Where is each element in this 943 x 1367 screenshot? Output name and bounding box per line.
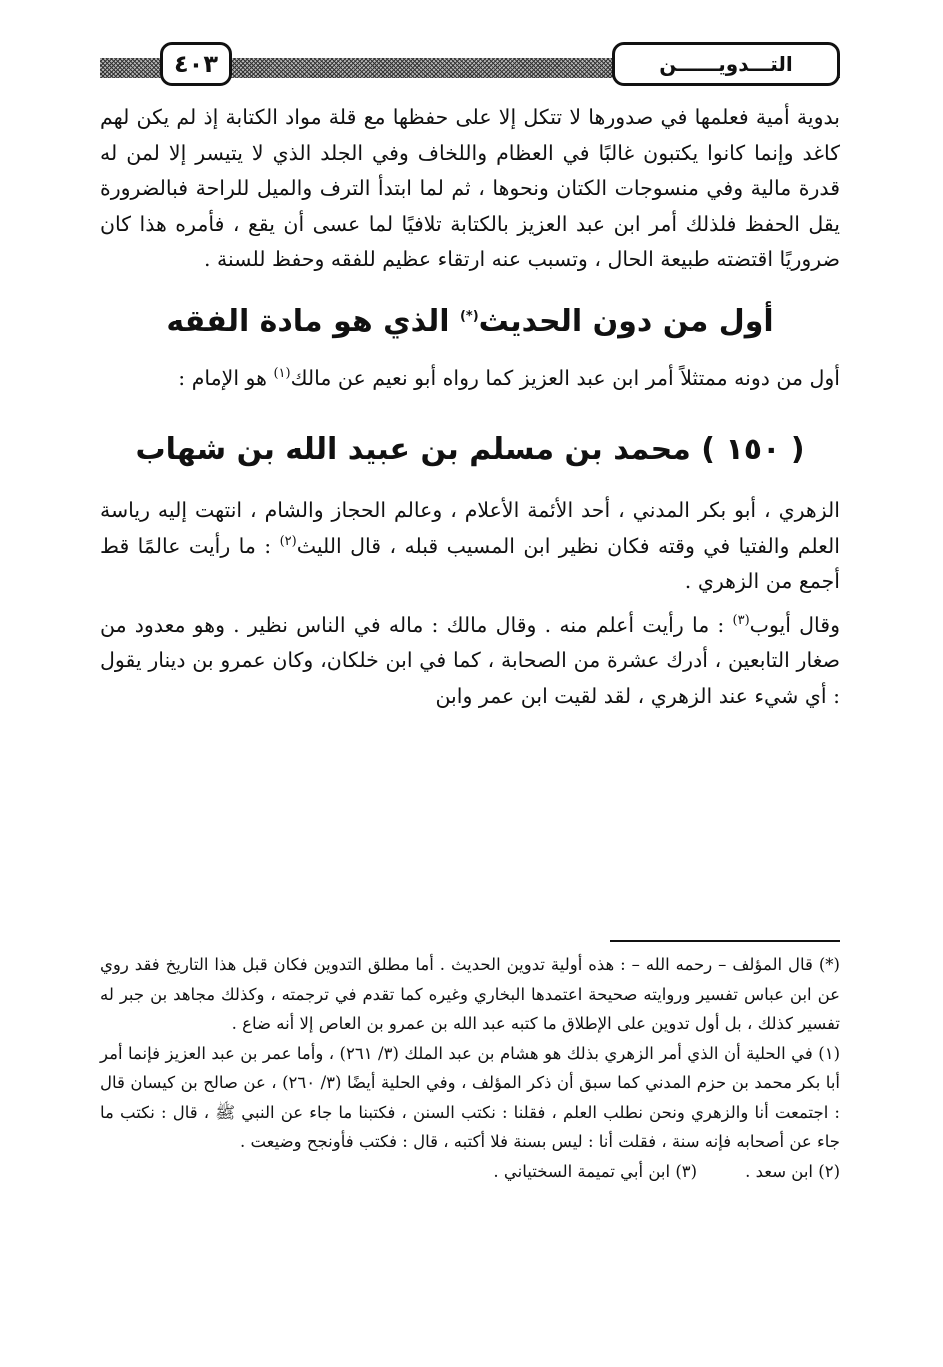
paragraph-3-after: : ما رأيت عالمًا قط أجمع من الزهري .: [100, 533, 840, 593]
paragraph-2-after: هو الإمام :: [178, 365, 274, 390]
paragraph-4-before: وقال أيوب: [749, 612, 840, 637]
page-number-box: [160, 42, 232, 86]
footnote-2: (٢) ابن سعد .: [745, 1161, 840, 1181]
page-number: ٤٠٣: [174, 50, 218, 78]
paragraph-4: [100, 608, 840, 715]
footnote-star: (*) قال المؤلف – رحمه الله – : هذه أولية تدوين الحديث . أما مطلق التدوين فكان قبل هذا التاريخ فقد روي عن ابن عباس تفسير وروايته صحيحة اعتمدها البخاري وغيره كما تقدم في ترجمته ، وكذلك مجاهد بن جبر له تفسير كذلك ، بل أول تدوين على الإطلاق ما كتبه عبد الله بن عمرو بن العاص إلا أنه ضاع .: [100, 955, 840, 1033]
paragraph-2: [100, 361, 840, 397]
running-title: التـــدويــــــن: [659, 52, 793, 76]
biography-heading: ( ١٥٠ ) محمد بن مسلم بن عبيد الله بن شهاب: [135, 432, 805, 467]
paragraph-3: [100, 493, 840, 600]
section-heading-first-hadith-compiler: [100, 304, 840, 339]
footnote-3: (٣) ابن أبي تميمة السختياني .: [493, 1161, 698, 1181]
running-title-box: [612, 42, 840, 86]
footnote-1: (١) في الحلية أن الذي أمر الزهري بذلك هو هشام بن عبد الملك (٣/ ٢٦١) ، وأما عمر بن عبد العزيز فإنما أمر أبا بكر محمد بن حزم المدني كما سبق أن ذكر المؤلف ، وفي الحلية أيضًا (٣/ ٢٦٠) ، عن صالح بن كيسان قال : اجتمعت أنا والزهري ونحن نطلب العلم ، فقلنا : نكتب السنن ، فكتبنا ما جاء عن النبي ﷺ ، قال : نكتب ما جاء عن أصحابه فإنه سنة ، فقلت أنا : ليس بسنة فلا أكتبه ، قال : فكتب فأونجح وضيعت .: [100, 1043, 840, 1151]
heading-1-text-before: أول من دون الحديث: [478, 303, 774, 339]
footnote-marker-3: (٣): [732, 612, 750, 628]
paragraph-3-before: الزهري ، أبو بكر المدني ، أحد الأئمة الأعلام ، وعالم الحجاز والشام ، انتهت إليه رياسة العلم والفتيا في وقته فكان نظير ابن المسيب قبله ، قال الليث: [100, 498, 840, 558]
main-text: [100, 100, 840, 714]
footnotes-2-3: [100, 1157, 840, 1187]
heading-1-text-after: الذي هو مادة الفقه: [166, 303, 460, 339]
footnote-marker-star: (*): [459, 308, 479, 324]
paragraph-1: بدوية أمية فعلمها في صدورها لا تتكل إلا على حفظها مع قلة مواد الكتابة إذ لم يكن لهم كاغد وإنما كانوا يكتبون غالبًا في العظام واللخاف وفي الجلد الذي لا يتيسر إلا لمن له قدرة مالية وفي منسوجات الكتان ونحوها ، ثم لما ابتدأ الترف والميل للراحة فبالضرورة يقل الحفظ فلذلك أمر ابن عبد العزيز بالكتابة تلافيًا لما عسى أن يقع ، فأمره هذا كان ضروريًا اقتضته طبيعة الحال ، وتسبب عنه ارتقاء عظيم للفقه وحفظ للسنة .: [100, 105, 840, 271]
footnotes: [100, 950, 840, 1186]
footnote-marker-2: (٢): [279, 533, 297, 549]
page-header: [100, 36, 840, 98]
footnote-marker-1: (١): [273, 365, 291, 381]
paragraph-4-after: : ما رأيت أعلم منه . وقال مالك : ماله في الناس نظير . وهو معدود من صغار التابعين ، أدرك عشرة من الصحابة ، كما في ابن خلكان، وكان عمرو بن دينار يقول : أي شيء عند الزهري ، لقد لقيت ابن عمر وابن: [100, 612, 840, 708]
footnote-separator: [610, 940, 840, 942]
paragraph-2-before: أول من دونه ممتثلاً أمر ابن عبد العزيز كما رواه أبو نعيم عن مالك: [290, 365, 840, 390]
